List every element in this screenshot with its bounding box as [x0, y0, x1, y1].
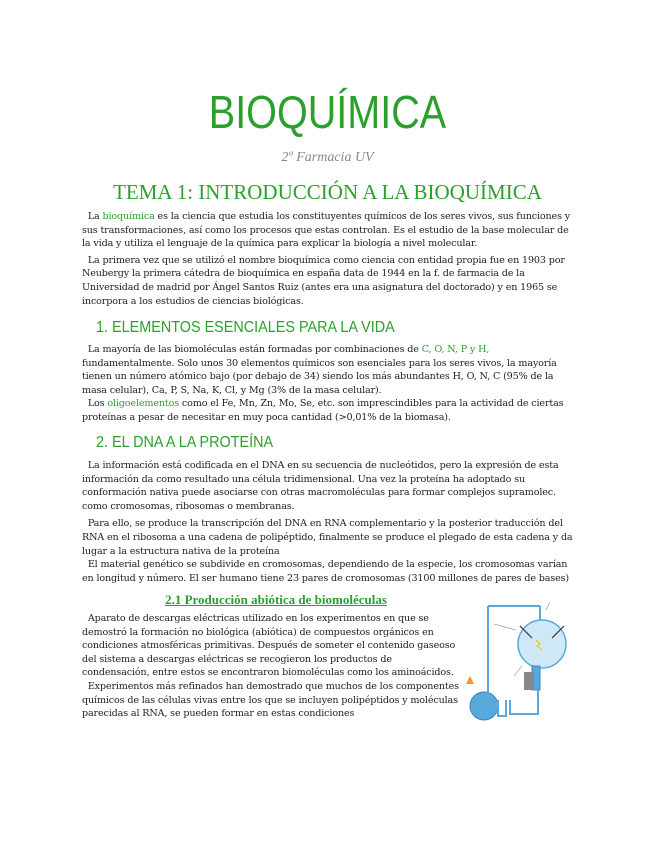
dna-paragraph-3: [82, 558, 578, 585]
intro-paragraph-2: [82, 254, 578, 308]
dna-paragraph-2: [82, 517, 578, 558]
elements-section: [82, 343, 578, 425]
text-run: Aparato de descargas eléctricas utilizado en los experimentos en que se demostró la formación no biológica (abiótica) de compuestos orgánicos en condiciones atmosféricas primitivas. Después de someter el contenido gaseoso del sistema a descargas eléctricas se recogieron los productos de condensación, entre estos se encontraron biomoléculas como los aminoácidos.: [82, 613, 456, 679]
abiotic-paragraph-1: [82, 612, 462, 680]
text-run: Para ello, se produce la transcripción del DNA en RNA complementario y la posterior traducción del RNA en el ribosoma a una cadena de polipéptido, finalmente se produce el plegado de esta cadena y da lugar a la estructura nativa de la proteína: [82, 518, 573, 557]
large-flask: [518, 620, 566, 668]
label-line: [546, 602, 550, 610]
intro-section: [82, 210, 578, 308]
text-run: La: [87, 211, 103, 222]
document-title: BIOQUÍMICA: [208, 86, 447, 138]
text-run: El material genético se subdivide en cromosomas, dependiendo de la especie, los cromosomas varían en longitud y número. El ser humano tiene 23 pares de cromosomas (3100 millones de pares de bases): [82, 559, 570, 584]
flame-icon: [466, 676, 474, 684]
text-run: fundamentalmente. Solo unos 30 elementos químicos son esenciales para los seres vivos, la mayoría tienen un número atómico bajo (por debajo de 34) siendo los más abundantes H, O, N, C (95% de la masa celular), Ca, P, S, Na, K, Cl, y Mg (3% de la masa celular).: [82, 357, 557, 396]
text-run: La primera vez que se utilizó el nombre bioquímica como ciencia con entidad propia fue en 1903 por Neubergy la primera cátedra de bioquímica en españa data de 1944 en la f. de farmacia de la Universidad de madrid por Ángel Santos Ruiz (antes era una asignatura del doctorado) y en 1965 se incorpora a los estudios de ciencias biológicas.: [82, 254, 565, 307]
trap-tube: [498, 700, 506, 716]
abiotic-section: [82, 612, 462, 721]
section-heading-elements: 1. ELEMENTOS ESENCIALES PARA LA VIDA: [96, 319, 395, 336]
section-heading-dna: 2. EL DNA A LA PROTEÍNA: [96, 434, 274, 451]
dna-section: [82, 459, 578, 585]
tube-bottom: [510, 690, 538, 714]
highlight-term: C, O, N, P y H,: [421, 344, 490, 355]
boiling-flask: [470, 692, 498, 720]
highlight-term: bioquímica: [102, 211, 155, 222]
water-jacket: [524, 672, 534, 690]
text-run: como el Fe, Mn, Zn, Mo, Se, etc. son imprescindibles para la actividad de ciertas proteínas a pesar de necesitar en muy poca cantidad (>0,01% de la biomasa).: [82, 398, 564, 423]
miller-apparatus-diagram: [458, 596, 576, 726]
text-run: es la ciencia que estudia los constituyentes químicos de los seres vivos, sus funciones y sus transformaciones, así como los procesos que estas controlan. Es el estudio de la base molecular de la vida y utiliza el lenguaje de la química para explicar la biología a nivel molecular.: [82, 211, 571, 250]
label-line: [494, 624, 516, 630]
intro-paragraph-1: [82, 210, 578, 251]
elements-paragraph-2: [82, 397, 578, 424]
text-run: La mayoría de las biomoléculas están formadas por combinaciones de: [87, 344, 422, 355]
text-run: Los: [87, 398, 108, 410]
abiotic-paragraph-2: [82, 680, 462, 721]
topic-heading: TEMA 1: INTRODUCCIÓN A LA BIOQUÍMICA: [113, 180, 542, 204]
text-run: Experimentos más refinados han demostrado que muchos de los componentes químicos de las células vivas entre los que se incluyen polipéptidos y moléculas parecidas al RNA, se pueden formar en estas condiciones: [82, 680, 459, 720]
dna-paragraph-1: [82, 459, 578, 513]
document-subtitle: 2º Farmacia UV: [281, 150, 374, 165]
highlight-term: oligoelementos: [107, 398, 180, 410]
subsection-heading: 2.1 Producción abiótica de biomoléculas: [165, 592, 387, 607]
text-run: La información está codificada en el DNA en su secuencia de nucleótidos, pero la expresión de esta información da como resultado una célula tridimensional. Una vez la proteína ha adoptado su conformación nativa puede asociarse con otras macromoléculas para formar complejos supramolec. como cromosomas, ribosomas o membranas.: [82, 460, 559, 512]
label-line: [514, 666, 522, 676]
elements-paragraph-1: [82, 343, 578, 397]
